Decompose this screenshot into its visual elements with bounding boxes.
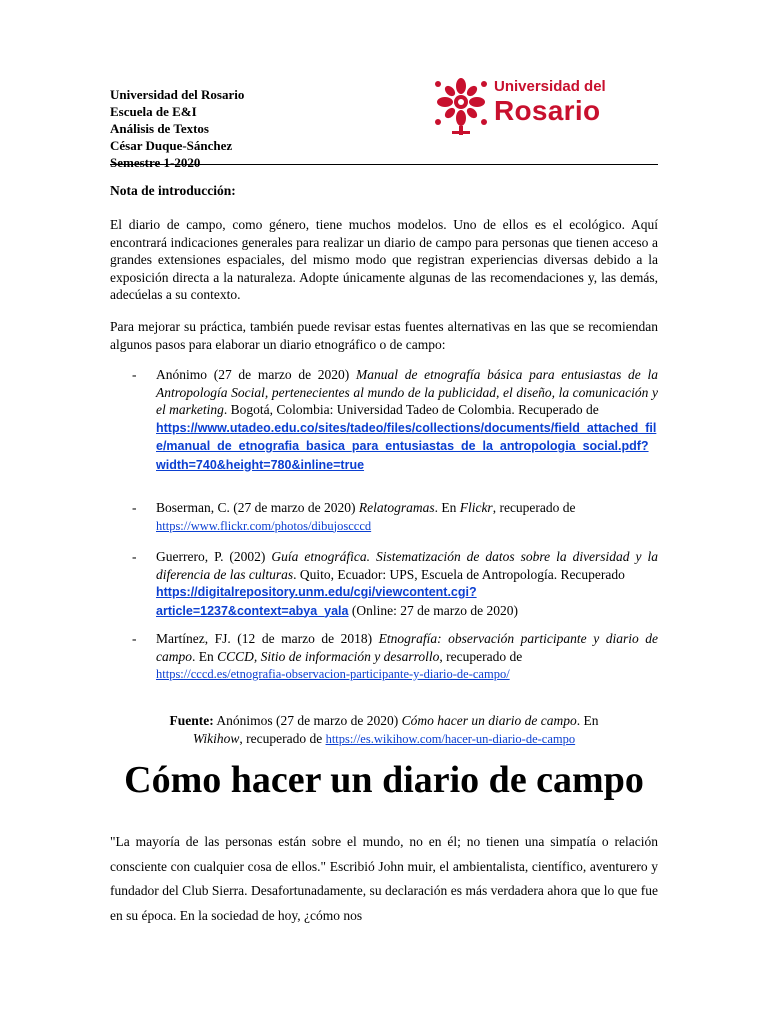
reference-bullet: -	[132, 549, 137, 564]
reference-title: Relatogramas	[358, 500, 435, 515]
reference-title: Manual de etnografía básica para entusiastas de la Antropología Social, pertenecientes al mundo de la publicidad, el diseño, la comunicación y el marketing	[156, 367, 658, 417]
header-line-school: Escuela de E&I	[110, 104, 197, 119]
reference-link[interactable]: https://www.utadeo.edu.co/sites/tadeo/files/collections/documents/field_attached_file/manual_de_etnografia_basica_para_entusiastas_de_la_antropologia_social.pdf?width=740&height=780&inline=true	[156, 420, 657, 472]
reference-item	[132, 499, 658, 535]
source-author: Anónimos (27 de marzo de 2020)	[213, 713, 402, 728]
reference-author: Anónimo (27 de marzo de 2020)	[156, 367, 356, 382]
logo-line-1: Universidad del	[494, 78, 606, 95]
source-connector: . En	[576, 713, 599, 728]
sources-paragraph: Para mejorar su práctica, también puede revisar estas fuentes alternativas en las que se recomiendan algunos pasos para elaborar un diario etnográfico o de campo:	[110, 319, 658, 352]
rosario-emblem-icon	[432, 74, 490, 136]
reference-site: Flickr	[459, 500, 493, 515]
reference-item	[132, 548, 658, 620]
source-link[interactable]: https://es.wikihow.com/hacer-un-diario-de-campo	[325, 731, 576, 746]
header-line-university: Universidad del Rosario	[110, 87, 245, 102]
main-paragraph: "La mayoría de las personas están sobre el mundo, no en él; no tienen una simpatía o relación consciente con cualquier cosa de ellos." Escribió John muir, el ambientalista, científico, aventurero y fundador del Club Sierra. Desafortunadamente, su declaración es más verdadera ahora que lo que fue en su época. En la sociedad de hoy, ¿cómo nos	[110, 834, 658, 923]
reference-bullet: -	[132, 500, 137, 515]
reference-details: , recuperado de	[439, 648, 523, 664]
university-logo	[432, 72, 652, 136]
header-divider	[110, 164, 658, 165]
course-header	[110, 86, 244, 171]
reference-title: Etnografía: observación participante y diario de campo	[156, 631, 658, 664]
reference-link[interactable]: https://digitalrepository.unm.edu/cgi/viewcontent.cgi?article=1237&context=abya_yala	[156, 585, 477, 618]
logo-wordmark	[494, 78, 606, 126]
reference-item	[132, 366, 658, 474]
source-details: , recuperado de	[239, 730, 326, 746]
source-title: Cómo hacer un diario de campo	[401, 713, 577, 728]
reference-author: Guerrero, P. (2002)	[156, 549, 272, 564]
logo-line-2: Rosario	[494, 95, 601, 126]
reference-title: Guía etnográfica. Sistematización de datos sobre la diversidad y la diferencia de las culturas	[156, 549, 658, 582]
intro-paragraph: El diario de campo, como género, tiene muchos modelos. Uno de ellos es el ecológico. Aquí encontrará indicaciones generales para realizar un diario de campo para personas que tienen acceso a grandes extensiones espaciales, del mismo modo que registran experiencias diversas debido a la exposición directa a la naturaleza. Adopte únicamente algunas de las recomendaciones y, las demás, adecúelas a su contexto.	[110, 217, 658, 302]
reference-author: Martínez, FJ. (12 de marzo de 2018)	[156, 631, 379, 646]
header-line-semester: Semestre 1-2020	[110, 155, 201, 170]
reference-connector: . En	[434, 500, 460, 515]
source-label: Fuente:	[169, 713, 214, 728]
reference-bullet: -	[132, 367, 137, 382]
reference-connector: . En	[192, 648, 218, 664]
source-citation	[110, 712, 658, 748]
source-site: Wikihow	[192, 730, 240, 746]
reference-link[interactable]: https://cccd.es/etnografia-observacion-participante-y-diario-de-campo/	[156, 667, 510, 681]
reference-site: CCCD, Sitio de información y desarrollo	[217, 648, 440, 664]
reference-details: . Bogotá, Colombia: Universidad Tadeo de Colombia. Recuperado de	[223, 402, 599, 417]
reference-details: . Quito, Ecuador: UPS, Escuela de Antropología. Recuperado	[293, 566, 625, 582]
intro-title: Nota de introducción:	[110, 183, 236, 198]
header-line-course: Análisis de Textos	[110, 121, 209, 136]
header-line-professor: César Duque-Sánchez	[110, 138, 233, 153]
reference-author: Boserman, C. (27 de marzo de 2020)	[156, 500, 359, 515]
reference-link[interactable]: https://www.flickr.com/photos/dibujoscccd	[156, 518, 372, 533]
reference-bullet: -	[132, 631, 137, 646]
main-title: Cómo hacer un diario de campo	[124, 759, 644, 801]
reference-details: , recuperado de	[492, 500, 576, 515]
reference-item	[132, 630, 658, 684]
reference-access-date: (Online: 27 de marzo de 2020)	[348, 602, 518, 618]
